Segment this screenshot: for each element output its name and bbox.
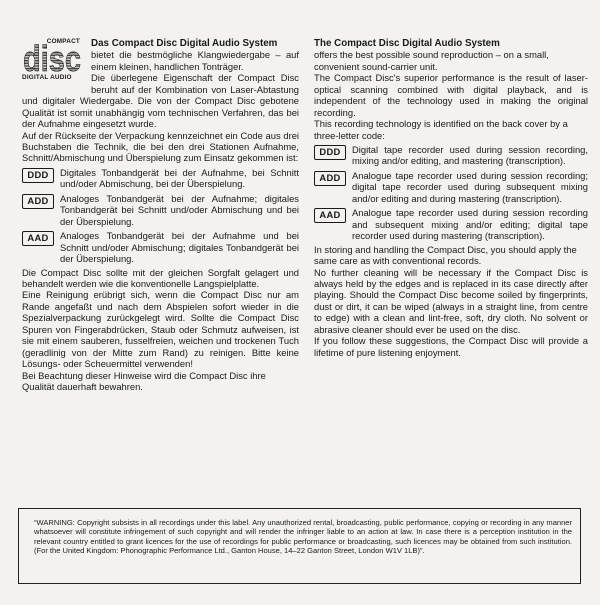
code-description: Digitales Tonbandgerät bei der Aufnahme, bei Schnitt und/oder Abmischung, bei der Überspielung. [60, 166, 299, 190]
code-description: Digital tape recorder used during session recording, mixing and/or editing, and mastering (transcription). [352, 144, 588, 167]
code-badge: ADD [314, 171, 346, 186]
german-care-2: Eine Reinigung erübrigt sich, wenn die Compact Disc nur am Rande angefaßt und nach dem Abspielen sofort wieder in die Spezialverpackung zurückgelegt wird. Sollte die Compact Disc Spuren von Fingerabdrücken, Staub oder Schmutz aufweisen, ist sie mit einem sauberen, fusselfreien, weichen und trockenen Tuch (geradlinig von der Mitte zum Rand) zu reinigen. Bitte keine Lösungs- oder Scheuermittel verwenden! [22, 289, 299, 370]
copyright-warning-box [18, 508, 581, 584]
german-code-aad [22, 230, 299, 264]
german-column [22, 38, 299, 393]
german-intro-2: Die überlegene Eigenschaft der Compact Disc beruht auf der Kombination von Laser-Abtastung und digitaler Wiedergabe. Die von der Compact Disc gebotene Qualität ist somit unabhängig vom technischen Verfahren, das bei der Aufnahme eingesetzt wurde. [22, 72, 299, 130]
code-badge: ADD [22, 194, 54, 209]
german-title: Das Compact Disc Digital Audio System [91, 38, 278, 49]
disc-wordmark [22, 44, 82, 74]
german-codes-intro: Auf der Rückseite der Verpackung kennzeichnet ein Code aus drei Buchstaben die Technik, die bei den drei Stationen Aufnahme, Schnitt/Abmischung und Überspielung zum Einsatz gekommen ist: [22, 129, 299, 164]
english-intro-2: The Compact Disc's superior performance is the result of laser-optical scanning combined with digital playback, and is independent of the technology used in making the original recording. [314, 72, 588, 118]
english-code-ddd [314, 144, 588, 167]
german-code-ddd [22, 167, 299, 190]
code-badge: DDD [22, 168, 54, 183]
copyright-warning-text: “WARNING: Copyright subsists in all recordings under this label. Any unauthorized rental, broadcasting, public performance, copying or recording in any manner whatsoever will constitute infringement of such copyright and will render the infringer liable to an action at law. In case there is a perception institution in the relevant country entitled to grant licences for the use of recordings for public performance or broadcasting, such licences may be obtained from such institution. (For the United Kingdom: Phonographic Performance Ltd., Ganton House, 14–22 Ganton Street, London W1V 1LB)”. [34, 518, 572, 555]
svg-text:disc: disc [23, 44, 81, 74]
german-care-1: Die Compact Disc sollte mit der gleichen Sorgfalt gelagert und behandelt werden wie die konventionelle Langspielplatte. [22, 266, 299, 290]
english-code-aad [314, 207, 588, 241]
logo-bottom-text: DIGITAL AUDIO [22, 74, 72, 81]
english-codes-intro: This recording technology is identified on the back cover by a three-letter code: [314, 118, 568, 141]
english-care-2: No further cleaning will be necessary if the Compact Disc is always held by the edges and is replaced in its case directly after playing. Should the Compact Disc become soiled by fingerprints, dust or dirt, it can be wiped (always in a straight line, from centre to edge) with a clean and lint-free, soft, dry cloth. No solvent or abrasive cleaner should ever be used on the disc. [314, 266, 588, 335]
english-intro-1: offers the best possible sound reproduction – on a small, convenient sound-carrier unit. [314, 49, 549, 72]
code-badge: AAD [314, 208, 346, 223]
code-description: Analogue tape recorder used during session recording; digital tape recorder used during subsequent mixing and/or editing and during mastering (transcription). [352, 169, 588, 204]
code-description: Analogue tape recorder used during session recording and subsequent mixing and/or editing; digital tape recorder used during mastering (transcription). [352, 207, 588, 242]
german-intro-1: bietet die bestmögliche Klangwiedergabe – auf einem kleinen, handlichen Tonträger. [91, 49, 299, 72]
compact-disc-logo [22, 38, 82, 84]
logo-top-text: COMPACT [46, 38, 80, 45]
code-badge: DDD [314, 145, 346, 160]
english-title: The Compact Disc Digital Audio System [314, 38, 500, 49]
english-column [314, 38, 588, 358]
german-code-add [22, 193, 299, 227]
english-care-1: In storing and handling the Compact Disc, you should apply the same care as with conventional records. [314, 243, 577, 267]
code-description: Analoges Tonbandgerät bei der Aufnahme und bei Schnitt und/oder Abmischung; digitales Tonbandgerät bei der Überspielung. [60, 230, 299, 265]
english-care-3: If you follow these suggestions, the Compact Disc will provide a lifetime of pure listening enjoyment. [314, 335, 588, 358]
code-badge: AAD [22, 231, 54, 246]
code-description: Analoges Tonbandgerät bei der Aufnahme; digitales Tonbandgerät bei Schnitt und/oder Abmischung und bei der Überspielung. [60, 192, 299, 227]
english-code-add [314, 170, 588, 204]
german-care-3: Bei Beachtung dieser Hinweise wird die Compact Disc ihre Qualität dauerhaft bewahren. [22, 369, 266, 393]
